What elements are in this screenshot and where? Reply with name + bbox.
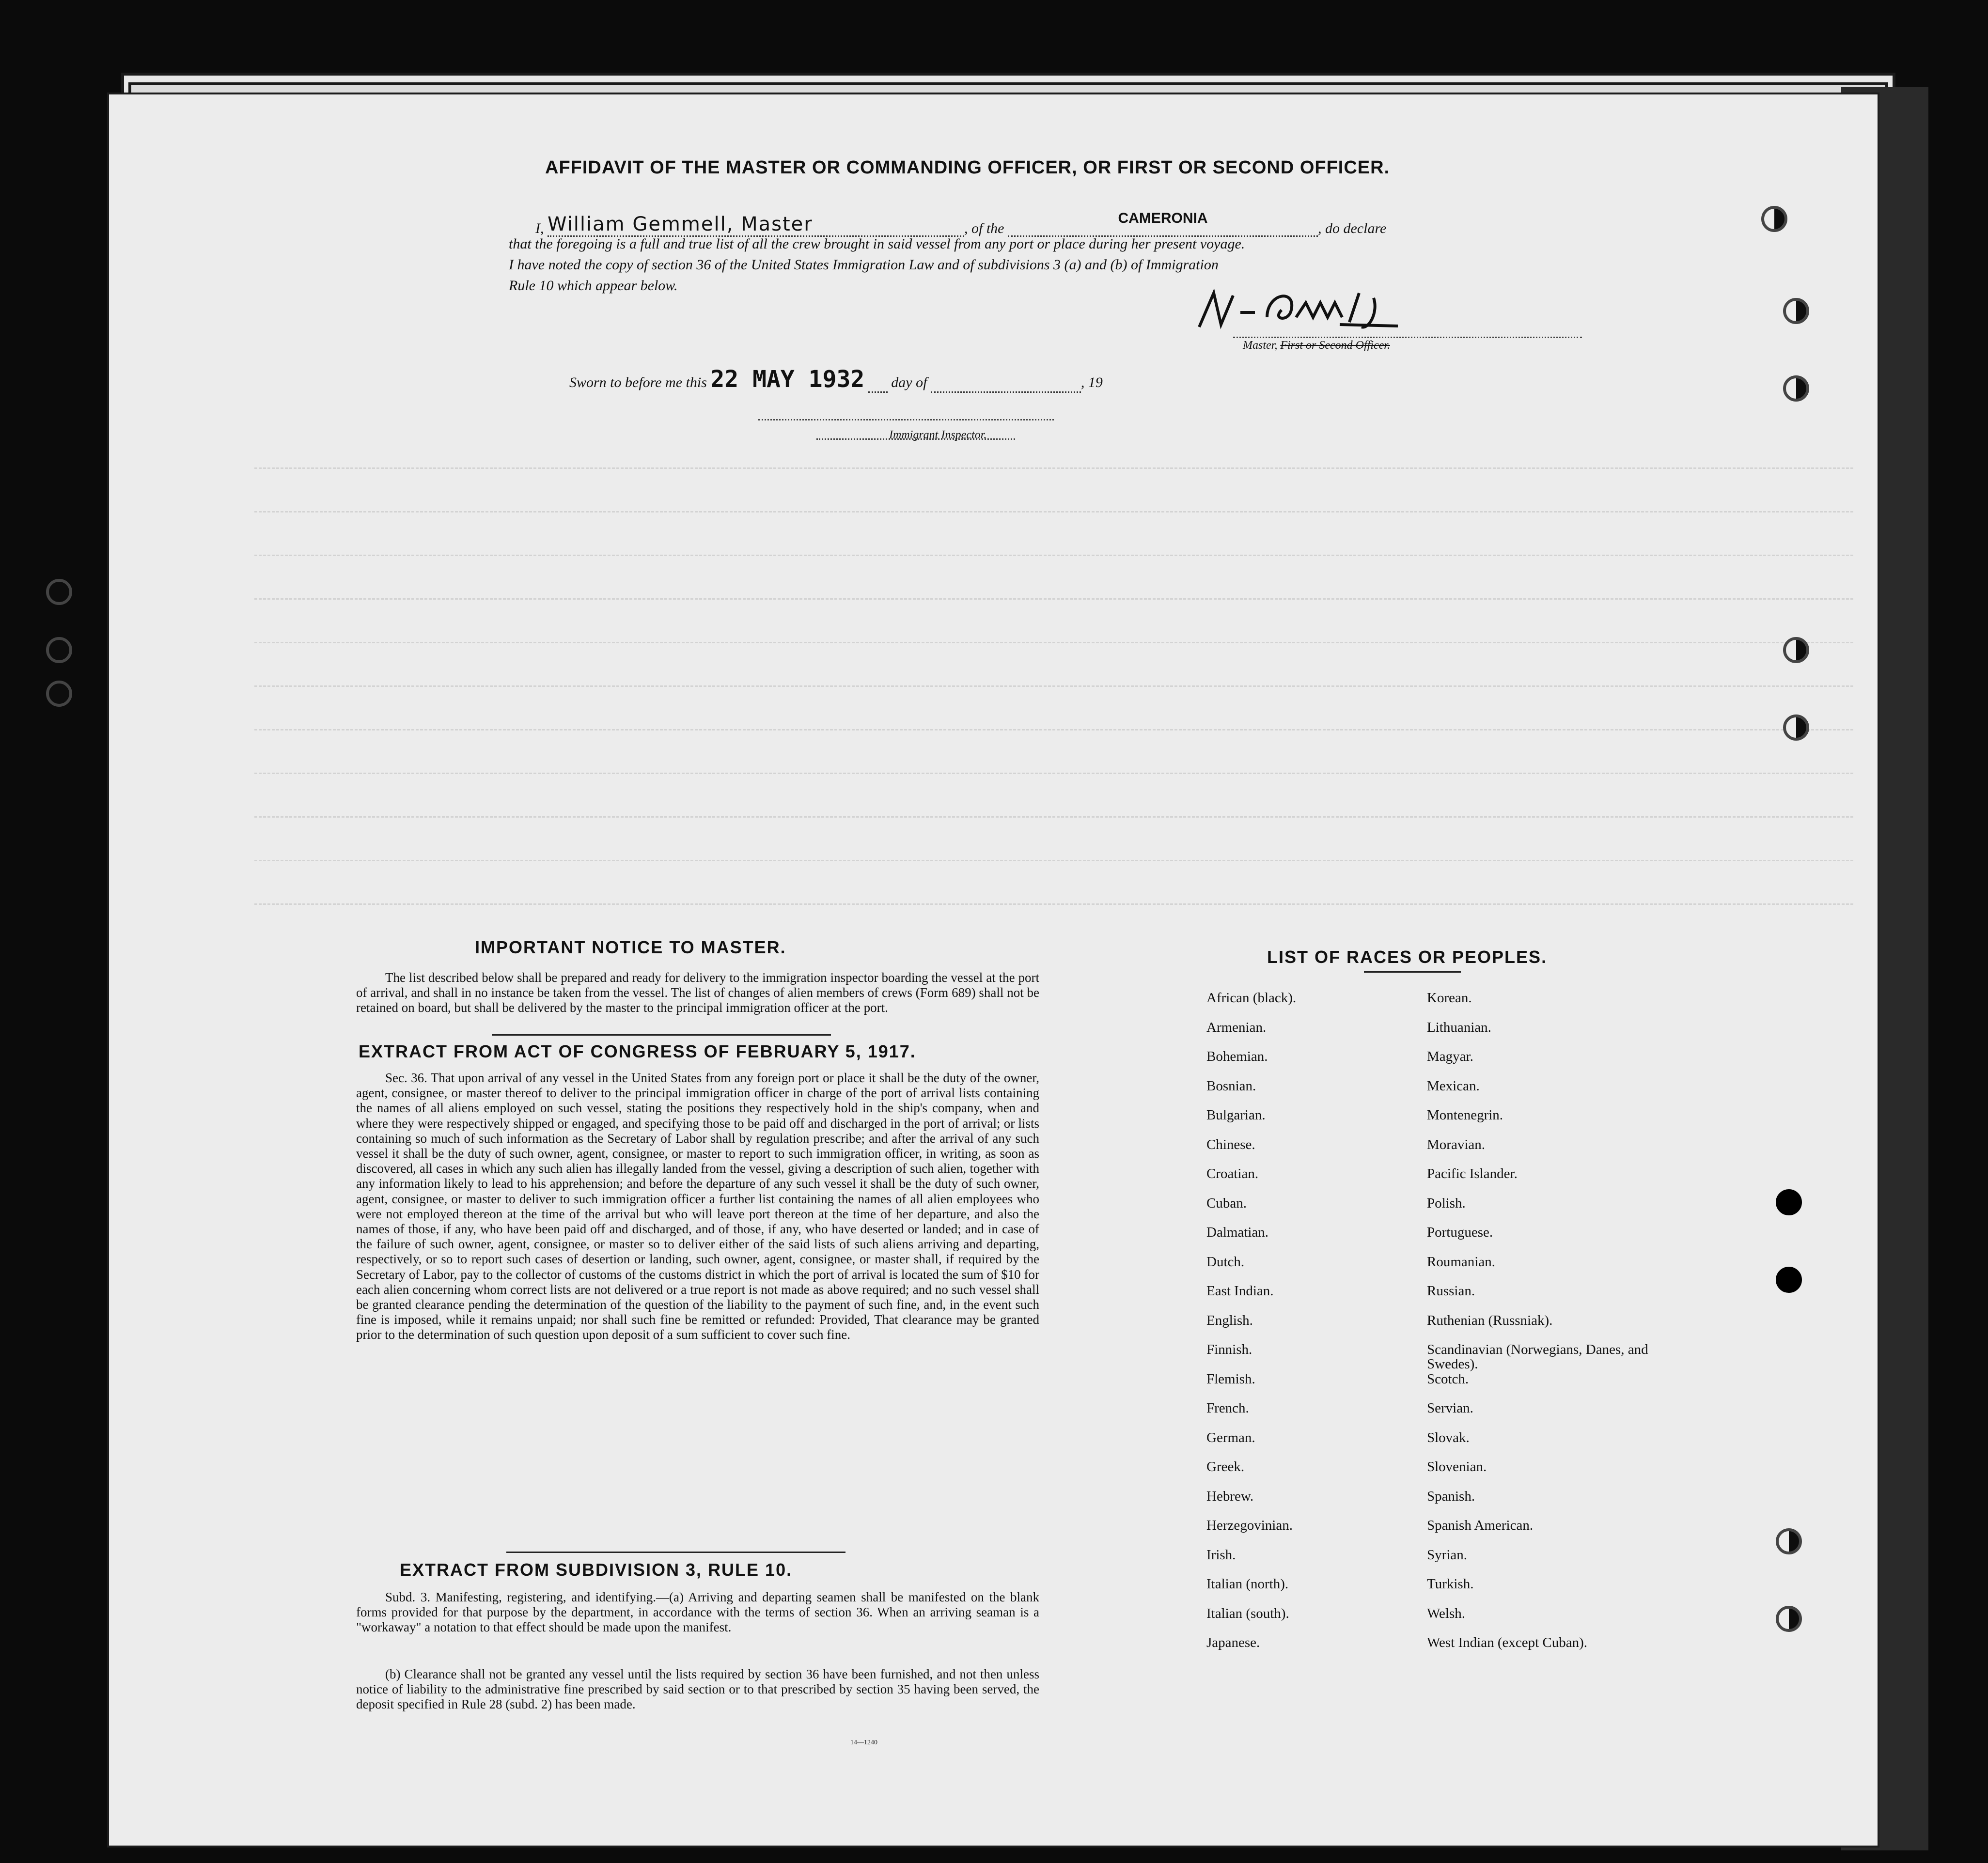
race-item: Ruthenian (Russniak). — [1427, 1312, 1553, 1328]
race-item: Italian (north). — [1206, 1576, 1289, 1592]
extract-act-rule — [506, 1552, 845, 1553]
race-item: Slovenian. — [1427, 1459, 1487, 1475]
race-item: Syrian. — [1427, 1547, 1467, 1563]
affidavit-of-the: , of the — [964, 220, 1004, 236]
race-item: Welsh. — [1427, 1605, 1466, 1621]
race-item: Japanese. — [1206, 1635, 1260, 1650]
binder-hole — [1776, 1189, 1802, 1215]
signature-caption-master: Master, — [1243, 339, 1278, 352]
notice-title: IMPORTANT NOTICE TO MASTER. — [475, 937, 786, 957]
binder-hole — [1783, 375, 1809, 402]
race-item: Armenian. — [1206, 1019, 1267, 1035]
race-item: Portuguese. — [1427, 1225, 1493, 1240]
extract-rule-title: EXTRACT FROM SUBDIVISION 3, RULE 10. — [400, 1560, 793, 1580]
notice-text: The list described below shall be prepared and ready for delivery to the immigration inspector boarding the vessel at the port of arrival, and shall in no instance be taken from the vessel. The list of changes of alien members of crews (Form 689) shall not be retained on board, but shall be delivered by the master to the principal immigration officer at the port. — [356, 970, 1039, 1015]
sworn-day-blank — [868, 391, 888, 393]
binder-hole — [1783, 714, 1809, 741]
binder-hole — [1776, 1267, 1802, 1293]
master-name-field — [548, 213, 964, 237]
race-item: Greek. — [1206, 1459, 1245, 1475]
races-title: LIST OF RACES OR PEOPLES. — [1267, 947, 1548, 967]
sworn-year: , 19 — [1080, 374, 1103, 390]
binder-hole — [1761, 206, 1787, 232]
affidavit-line-3: I have noted the copy of section 36 of the United States Immigration Law and of subdivisions 3 (a) and (b) of Immigration — [509, 257, 1219, 273]
binder-hole — [1783, 637, 1809, 663]
race-item: Hebrew. — [1206, 1488, 1254, 1504]
binder-hole — [46, 579, 72, 605]
race-item: Dalmatian. — [1206, 1225, 1269, 1240]
notice-rule — [492, 1034, 831, 1036]
race-item: Cuban. — [1206, 1195, 1247, 1211]
race-item: Mexican. — [1427, 1078, 1480, 1094]
affidavit-prefix: I, — [535, 220, 544, 236]
race-item: Turkish. — [1427, 1576, 1474, 1592]
race-item: Spanish. — [1427, 1488, 1475, 1504]
race-item: German. — [1206, 1429, 1255, 1445]
sworn-date-stamp: 22 MAY 1932 — [710, 366, 865, 393]
races-rule — [1364, 971, 1461, 973]
race-item: Lithuanian. — [1427, 1019, 1491, 1035]
extract-act-title: EXTRACT FROM ACT OF CONGRESS OF FEBRUARY 5, 1917. — [359, 1041, 916, 1061]
race-item: Dutch. — [1206, 1254, 1245, 1270]
extract-rule-text-a: Subd. 3. Manifesting, registering, and identifying.—(a) Arriving and departing seamen shall be manifested on the blank forms provided for that purpose by the department, in accordance with the terms of section 36. When an arriving seaman is a "workaway" a notation to that effect should be made upon the manifest. — [356, 1590, 1039, 1635]
race-item: Russian. — [1427, 1283, 1475, 1299]
races-list-right — [1427, 991, 1655, 1665]
signature-caption-struck: First or Second Officer. — [1280, 339, 1390, 352]
master-signature — [1194, 283, 1563, 342]
race-item: Magyar. — [1427, 1049, 1473, 1064]
race-item: Bulgarian. — [1206, 1107, 1266, 1123]
binder-hole — [1783, 298, 1809, 324]
vessel-name: CAMERONIA — [1118, 210, 1208, 226]
race-item: Italian (south). — [1206, 1605, 1289, 1621]
race-item: Polish. — [1427, 1195, 1466, 1211]
sworn-month-blank — [931, 391, 1081, 393]
affidavit-line-4: Rule 10 which appear below. — [509, 278, 678, 294]
sworn-line — [569, 366, 1103, 393]
race-item: Moravian. — [1427, 1136, 1485, 1152]
race-item: Slovak. — [1427, 1429, 1470, 1445]
race-item: Roumanian. — [1427, 1254, 1495, 1270]
affidavit-do-declare: , do declare — [1318, 220, 1387, 236]
binder-hole — [1776, 1606, 1802, 1632]
affidavit-title: AFFIDAVIT OF THE MASTER OR COMMANDING OFFICER, OR FIRST OR SECOND OFFICER. — [545, 157, 1390, 178]
race-item: West Indian (except Cuban). — [1427, 1635, 1588, 1650]
race-item: Scotch. — [1427, 1371, 1469, 1387]
race-item: Chinese. — [1206, 1136, 1255, 1152]
binder-hole — [46, 681, 72, 707]
race-item: Korean. — [1427, 990, 1472, 1006]
document-page — [109, 94, 1878, 1846]
race-item: Scandinavian (Norwegians, Danes, and Swedes). — [1427, 1342, 1648, 1372]
race-item: Pacific Islander. — [1427, 1166, 1518, 1181]
signature-line — [1233, 337, 1582, 338]
race-item: Bohemian. — [1206, 1049, 1268, 1064]
race-item: Servian. — [1427, 1400, 1473, 1416]
inspector-signature-line — [758, 419, 1054, 420]
race-item: Montenegrin. — [1427, 1107, 1503, 1123]
master-name-handwritten: William Gemmell, Master — [548, 213, 813, 235]
race-item: Bosnian. — [1206, 1078, 1256, 1094]
race-item: Spanish American. — [1427, 1518, 1534, 1533]
race-item: Croatian. — [1206, 1166, 1259, 1181]
sworn-day-of: day of — [891, 374, 927, 390]
sworn-prefix: Sworn to before me this — [569, 374, 707, 390]
race-item: French. — [1206, 1400, 1249, 1416]
affidavit-line-1 — [535, 210, 1387, 237]
race-item: Finnish. — [1206, 1342, 1252, 1357]
binder-hole — [1776, 1528, 1802, 1554]
race-item: East Indian. — [1206, 1283, 1274, 1299]
binder-hole — [46, 637, 72, 663]
extract-rule-text-b: (b) Clearance shall not be granted any vessel until the lists required by section 36 have been furnished, and not then unless notice of liability to the administrative fine prescribed by said section or to that prescribed by section 35 having been served, the deposit specified in Rule 28 (subd. 2) has been made. — [356, 1667, 1039, 1712]
signature-caption — [1243, 339, 1390, 352]
race-item: African (black). — [1206, 990, 1297, 1006]
race-item: Herzegovinian. — [1206, 1518, 1293, 1533]
races-list-left — [1206, 991, 1296, 1665]
race-item: Irish. — [1206, 1547, 1236, 1563]
race-item: Flemish. — [1206, 1371, 1255, 1387]
vessel-name-field — [1008, 210, 1318, 237]
inspector-caption: Immigrant Inspector. — [889, 429, 987, 441]
form-code: 14—1240 — [850, 1739, 877, 1746]
affidavit-line-2: that the foregoing is a full and true list of all the crew brought in said vessel from any port or place during her present voyage. — [509, 236, 1245, 252]
race-item: English. — [1206, 1312, 1253, 1328]
extract-act-text: Sec. 36. That upon arrival of any vessel in the United States from any foreign port or place it shall be the duty of the owner, agent, consignee, or master thereof to deliver to the principal immigration officer in charge of the port of arrival lists containing the names of all aliens employed on such vessel, stating the positions they respectively hold in the ship's company, when and where they were respectively shipped or engaged, and specifying those to be paid off and discharged in the port of arrival; or lists containing so much of such information as the Secretary of Labor shall by regulation prescribe; and after the arrival of any such vessel it shall be the duty of such owner, agent, consignee, or master to report to such immigration officer, in writing, as soon as discovered, all cases in which any such alien has illegally landed from the vessel, giving a description of such alien, together with any information likely to lead to his apprehension; and before the departure of any such vessel it shall be the duty of such owner, agent, consignee, or master to deliver to such immigration officer a further list containing the names of all alien employees who were not employed thereon at the time of the arrival but who will leave port thereon at the time of her departure, and also the names of those, if any, who have been paid off and discharged, and of those, if any, who have deserted or landed; and in case of the failure of such owner, agent, consignee, or master so to deliver either of the said lists of such aliens arriving and departing, respectively, or so to report such cases of desertion or landing, such owner, agent, consignee, or master shall, if required by the Secretary of Labor, pay to the collector of customs of the customs district in which the port of arrival is located the sum of $10 for each alien concerning whom correct lists are not delivered or a true report is not made as above required; and no such vessel shall be granted clearance pending the determination of the question of the liability to the payment of such fine, and, in the event such fine is imposed, while it remains unpaid; nor shall such fine be remitted or refunded: Provided, That clearance may be granted prior to the determination of such question upon deposit of a sum sufficient to cover such fine. — [356, 1071, 1039, 1342]
